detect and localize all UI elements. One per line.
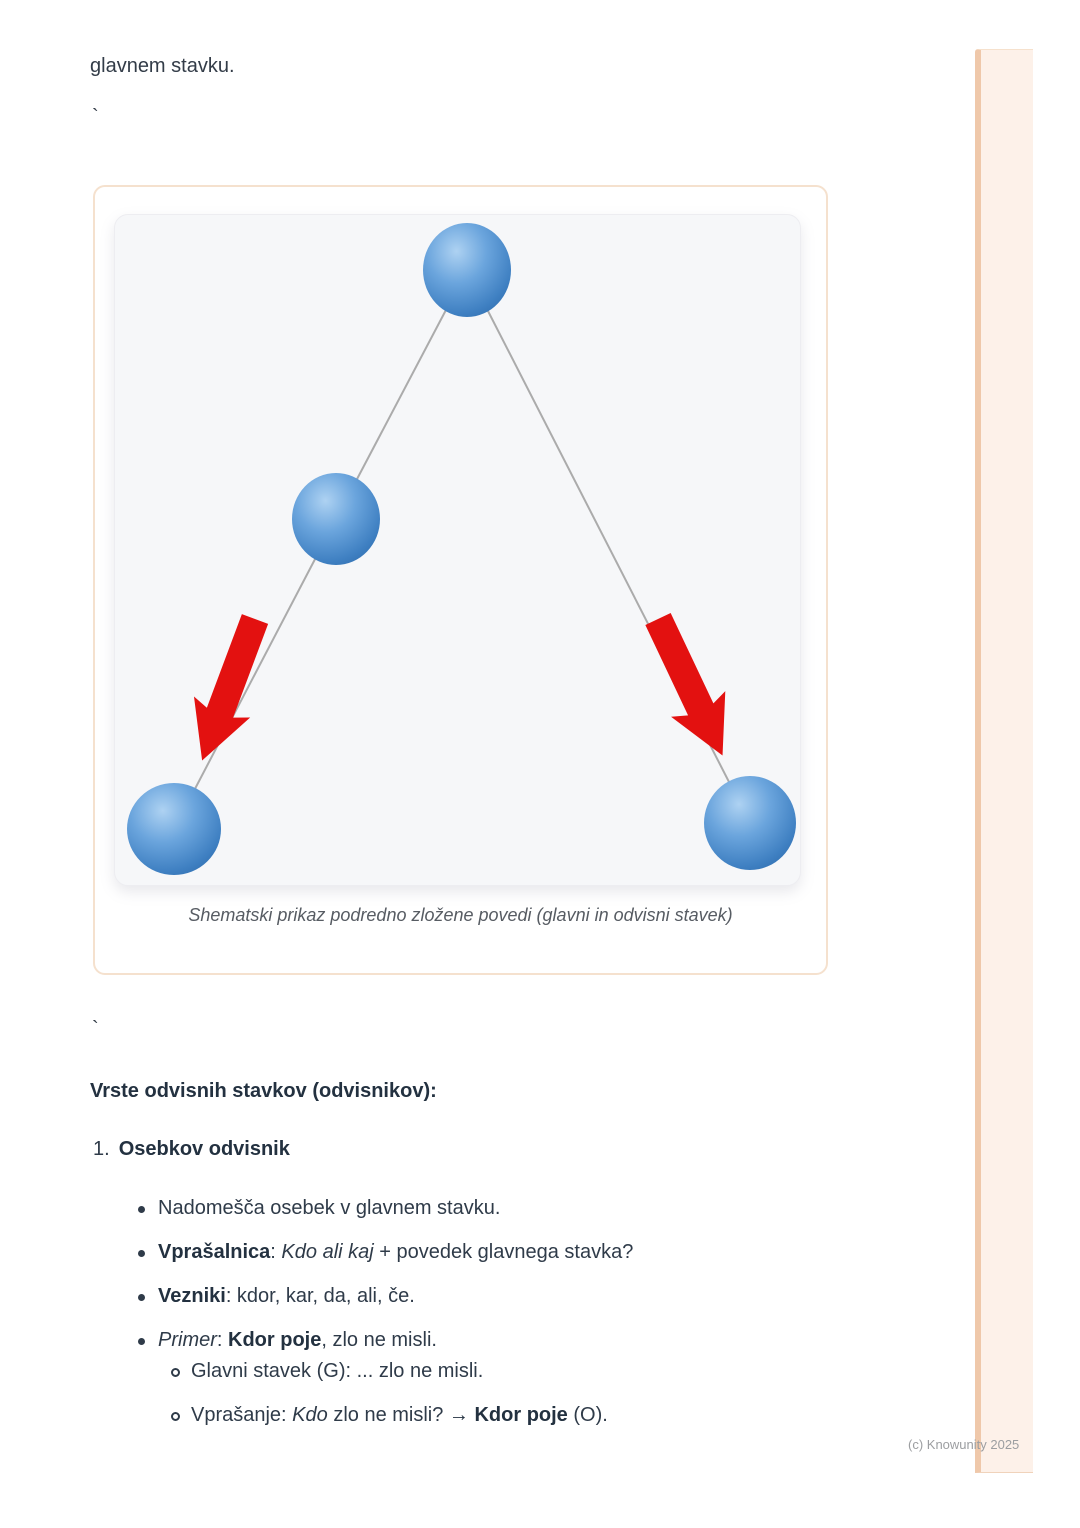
bullet-item (158, 1241, 633, 1264)
text-segment: + povedek glavnega stavka? (373, 1241, 634, 1263)
list-item-title: Osebkov odvisnik (118, 1138, 290, 1160)
text-segment: → Kdor poje (448, 1404, 568, 1426)
text-segment: : (216, 1329, 229, 1351)
circle-bullet-icon (171, 1412, 180, 1421)
red-arrow-left (174, 608, 283, 770)
text-segment: Vprašanje: (191, 1404, 293, 1426)
sub-bullet-item (191, 1404, 608, 1427)
bullet-item (158, 1285, 415, 1308)
text-segment: Vezniki (158, 1285, 226, 1307)
red-arrow-right (631, 606, 750, 768)
node-left-dependent-clause (127, 783, 221, 875)
text-segment: Vprašalnica (158, 1241, 271, 1263)
figure-card (114, 214, 801, 886)
text-segment: , zlo ne misli. (321, 1329, 437, 1351)
page-edge-stripe (975, 49, 1033, 1473)
text-segment: Nadomešča osebek v glavnem stavku. (158, 1197, 501, 1219)
text-segment: Primer (158, 1329, 217, 1351)
text-segment: Kdor poje (228, 1329, 322, 1351)
list-item-number: 1. (93, 1138, 110, 1160)
node-mid-clause (292, 473, 380, 565)
bullet-item (158, 1197, 500, 1220)
text-segment: Glavni stavek (G): ... zlo ne misli. (191, 1360, 484, 1382)
bullet-item (158, 1329, 437, 1352)
text-segment: Kdo (292, 1404, 328, 1426)
node-main-clause (423, 223, 511, 317)
bullet-icon (138, 1250, 145, 1257)
node-right-dependent-clause (704, 776, 796, 870)
copyright: (c) Knowunity 2025 (908, 1437, 1020, 1452)
sub-bullet-item (191, 1360, 483, 1383)
stray-backtick-top: ` (92, 106, 99, 128)
circle-bullet-icon (171, 1368, 180, 1377)
text-segment: : kdor, kar, da, ali, če. (225, 1285, 415, 1307)
edge-mid-to-left-leaf (174, 519, 336, 829)
bullet-icon (138, 1206, 145, 1213)
section-heading: Vrste odvisnih stavkov (odvisnikov): (90, 1080, 437, 1102)
bullet-icon (138, 1338, 145, 1345)
clause-diagram (115, 215, 800, 885)
figure-box (93, 185, 828, 975)
text-segment: zlo ne misli? (327, 1404, 449, 1426)
figure-caption: Shematski prikaz podredno zložene povedi (glavni in odvisni stavek) (188, 905, 733, 925)
text-segment: : (270, 1241, 282, 1263)
bullet-icon (138, 1294, 145, 1301)
text-segment: Kdo ali kaj (281, 1241, 374, 1263)
text-segment: (O). (567, 1404, 608, 1426)
numbered-list-item (93, 1138, 290, 1161)
stray-backtick-bottom: ` (92, 1018, 99, 1040)
page-top-text: glavnem stavku. (90, 55, 235, 77)
diagram-edges (174, 270, 750, 829)
